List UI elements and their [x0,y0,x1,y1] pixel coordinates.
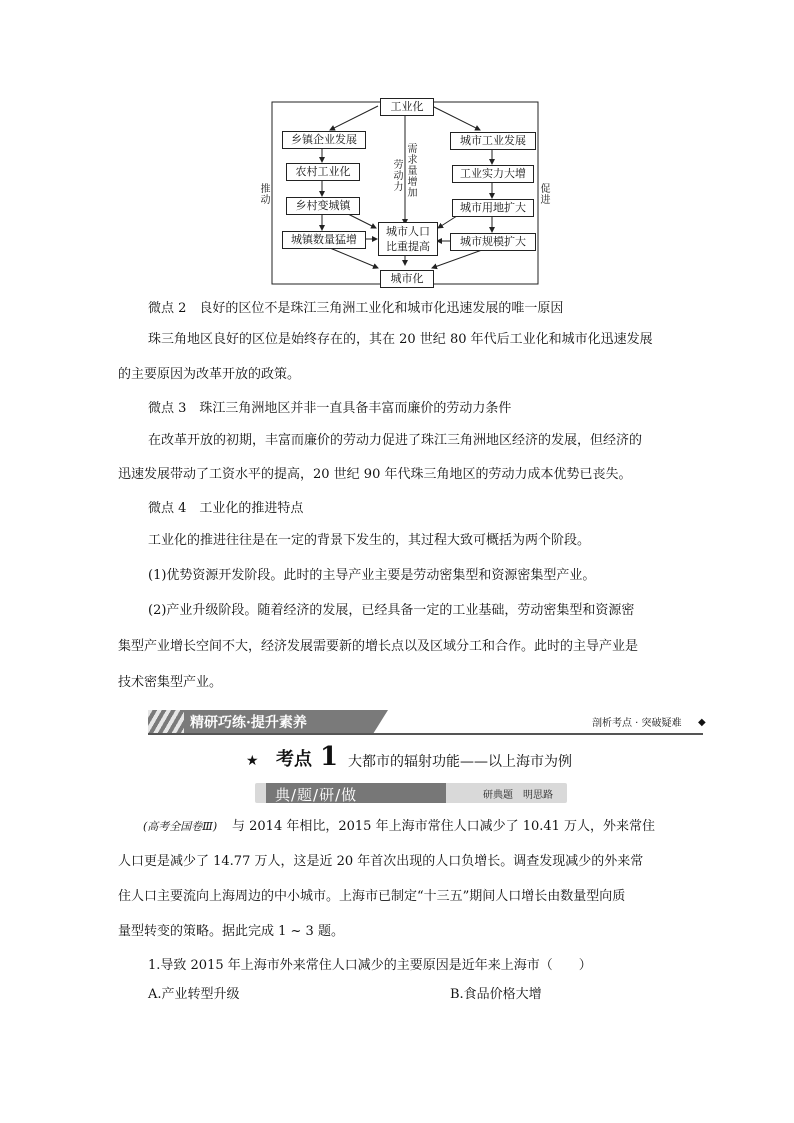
question-1: 1.导致 2015 年上海市外来常住人口减少的主要原因是近年来上海市（ ） [148,958,592,973]
point4-line1: 工业化的推进往往是在一定的背景下发生的，其过程大致可概括为两个阶段。 [148,533,591,548]
section-banner-title: 精研巧练·提升素养 [190,715,307,731]
box-urbanization: 城市化 [380,270,434,288]
box-right-1: 城市工业发展 [450,132,536,150]
question-stem-line4: 量型转变的策略。据此完成 1 ~ 3 题。 [118,924,344,939]
box-urban-population-line1: 城市人口 [386,225,430,238]
point4-line5: 技术密集型产业。 [118,675,223,690]
option-a[interactable]: A.产业转型升级 [148,987,240,1002]
label-push: 推动 [260,184,271,206]
flow-diagram [260,98,550,288]
kaodian-number: 1 [320,742,339,772]
sub-banner-right: 研典题 明思路 [483,790,553,801]
section-banner-rule [148,733,703,735]
point3-title: 微点 3 珠江三角洲地区并非一直具备丰富而廉价的劳动力条件 [148,401,512,416]
box-left-1: 乡镇企业发展 [282,131,366,149]
diagram-connectors [260,98,550,288]
section-banner-stripes [148,710,184,733]
point3-line2: 迅速发展带动了工资水平的提高，20 世纪 90 年代珠三角地区的劳动力成本优势已丧失。 [118,467,632,482]
label-demand-increase: 需求量增加 [407,144,418,199]
point4-title: 微点 4 工业化的推进特点 [148,501,304,516]
question-stem-line3: 住人口主要流向上海周边的中小城市。上海市已制定“十三五”期间人口增长由数量型向质 [118,889,626,904]
box-left-4: 城镇数量猛增 [282,231,366,249]
diamond-icon: ◆ [698,717,706,728]
box-left-2: 农村工业化 [286,163,360,181]
point2-title: 微点 2 良好的区位不是珠江三角洲工业化和城市化迅速发展的唯一原因 [148,301,564,316]
section-banner-right: 剖析考点 · 突破疑难 [592,718,682,729]
point2-line1: 珠三角地区良好的区位是始终存在的，其在 20 世纪 80 年代后工业化和城市化迅速发展 [148,332,653,347]
option-b[interactable]: B.食品价格大增 [450,987,542,1002]
box-urban-population-line2: 比重提高 [386,240,430,253]
box-right-4: 城市规模扩大 [450,233,536,251]
point4-line3: (2)产业升级阶段。随着经济的发展，已经具备一定的工业基础，劳动密集型和资源密 [148,603,635,618]
kaodian-title: 大都市的辐射功能——以上海市为例 [348,754,572,770]
box-left-3: 乡村变城镇 [286,197,360,215]
sub-banner [255,783,567,803]
box-right-3: 城市用地扩大 [452,199,534,217]
box-urban-population [378,222,438,256]
star-icon: ★ [246,753,259,769]
question-stem-line2: 人口更是减少了 14.77 万人，这是近 20 年首次出现的人口负增长。调查发现减少的外来常 [118,854,644,869]
kaodian-label: 考点 [276,749,312,770]
section-banner [148,710,388,733]
sub-banner-title: 典/题/研/做 [275,786,358,804]
question-stem-line1: 与 2014 年相比，2015 年上海市常住人口减少了 10.41 万人，外来常住 [232,819,656,834]
point4-line2: (1)优势资源开发阶段。此时的主导产业主要是劳动密集型和资源密集型产业。 [148,568,596,583]
label-promote: 促进 [540,184,551,206]
point4-line4: 集型产业增长空间不大，经济发展需要新的增长点以及区域分工和合作。此时的主导产业是 [118,639,639,654]
question-source: (高考全国卷Ⅲ) [143,820,218,833]
box-industrialization: 工业化 [380,98,434,116]
box-right-2: 工业实力大增 [452,165,534,183]
label-labor: 劳动力 [393,160,404,193]
point2-line2: 的主要原因为改革开放的政策。 [118,367,301,382]
point3-line1: 在改革开放的初期，丰富而廉价的劳动力促进了珠江三角洲地区经济的发展，但经济的 [148,433,643,448]
